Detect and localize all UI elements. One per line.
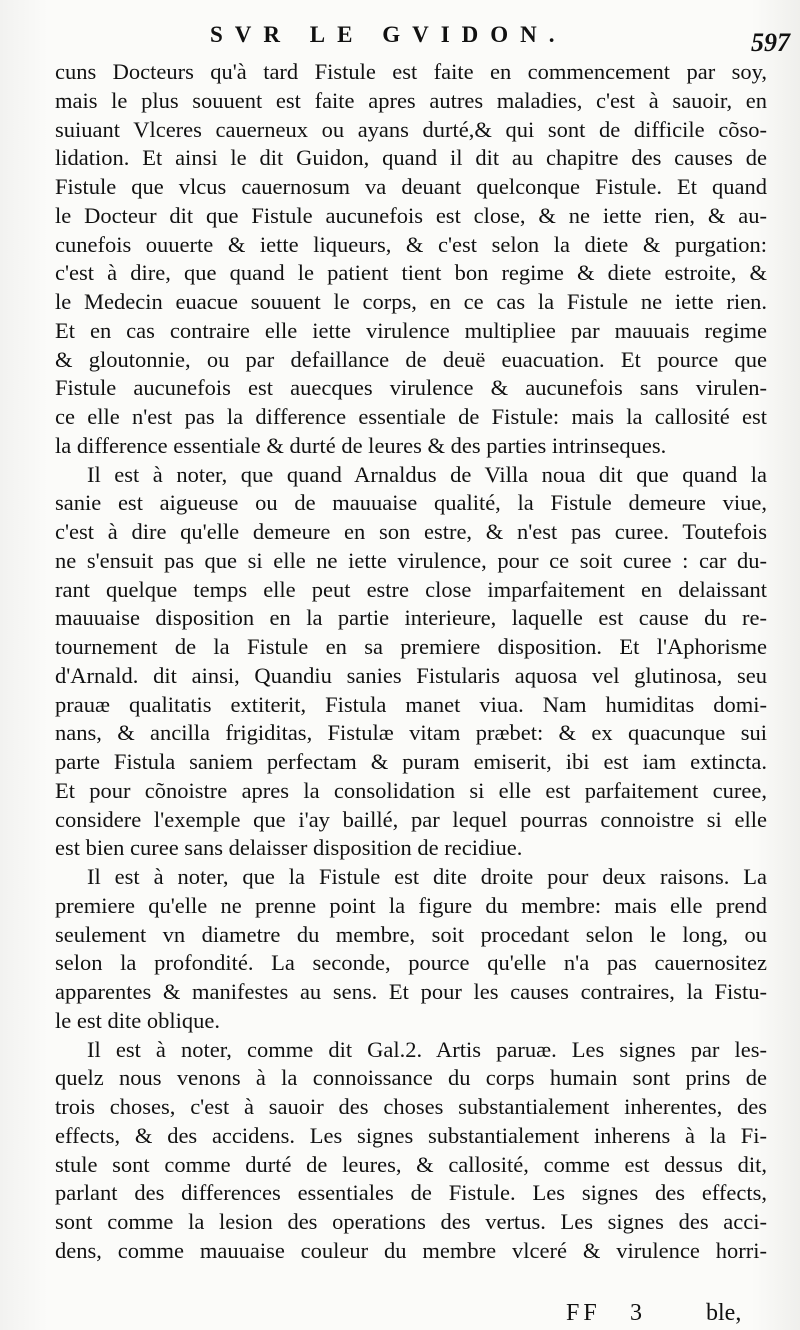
- text-line: stule sont comme durté de leures, & callosité, comme est dessus dit,: [55, 1151, 767, 1177]
- running-head: [0, 14, 800, 57]
- text-line: mais le plus souuent est faite apres autres maladies, c'est à sauoir, en: [55, 87, 767, 113]
- text-line: le Docteur dit que Fistule aucunefois est close, & ne iette rien, & au-: [55, 202, 767, 228]
- text-line: parte Fistula saniem perfectam & puram emiserit, ibi est iam extincta.: [55, 749, 767, 774]
- signature-number: 3: [630, 1300, 642, 1326]
- text-line: Et pour cõnoistre apres la consolidation si elle est parfaitement curee,: [55, 777, 767, 803]
- text-line: nans, & ancilla frigiditas, Fistulæ vitam præbet: & ex quacunque sui: [55, 720, 767, 746]
- text-line: le est dite oblique.: [55, 1007, 220, 1033]
- text-line: le Medecin euacue souuent le corps, en ce cas la Fistule ne iette rien.: [55, 289, 767, 314]
- text-line: c'est à dire qu'elle demeure en son estre, & n'est pas curee. Toutefois: [55, 519, 767, 544]
- text-line: apparentes & manifestes au sens. Et pour les causes contraires, la Fistu-: [55, 979, 767, 1004]
- paragraph: [55, 58, 767, 461]
- text-line: prauæ qualitatis extiterit, Fistula manet viua. Nam humiditas domi-: [55, 691, 767, 717]
- text-line: trois choses, c'est à sauoir des choses substantialement inherentes, des: [55, 1094, 767, 1119]
- text-line: mauuaise disposition en la partie interieure, laquelle est cause du re-: [55, 605, 767, 631]
- text-line: dens, comme mauuaise couleur du membre vlceré & virulence horri-: [55, 1237, 767, 1263]
- text-line: Et en cas contraire elle iette virulence multipliee par mauuais regime: [55, 317, 767, 343]
- text-line: parlant des differences essentiales de Fistule. Les signes des effects,: [55, 1180, 767, 1206]
- text-line: est bien curee sans delaisser disposition de recidiue.: [55, 835, 523, 861]
- page-footer: [0, 1300, 800, 1330]
- text-line: d'Arnald. dit ainsi, Quandiu sanies Fistularis aquosa vel glutinosa, seu: [55, 662, 767, 688]
- text-line: Fistule aucunefois est auecques virulence & aucunefois sans virulen-: [55, 375, 767, 401]
- text-line: lidation. Et ainsi le dit Guidon, quand il dit au chapitre des causes de: [55, 145, 767, 171]
- text-line: seulement vn diametre du membre, soit procedant selon le long, ou: [55, 921, 767, 947]
- text-line: ne s'ensuit pas que si elle ne iette virulence, pour ce soit curee : car du-: [55, 547, 767, 573]
- body-text: [55, 58, 767, 1266]
- text-line: Il est à noter, que la Fistule est dite droite pour deux raisons. La: [87, 864, 767, 889]
- text-line: selon la profondité. La seconde, pource qu'elle n'a pas cauernositez: [55, 950, 767, 976]
- text-line: Il est à noter, que quand Arnaldus de Villa noua dit que quand la: [87, 461, 767, 487]
- text-line: sont comme la lesion des operations des vertus. Les signes des acci-: [55, 1209, 767, 1234]
- text-line: cunefois ouuerte & iette liqueurs, & c'est selon la diete & purgation:: [55, 231, 767, 257]
- text-line: c'est à dire, que quand le patient tient bon regime & diete estroite, &: [55, 260, 767, 286]
- text-line: considere l'exemple que i'ay baillé, par lequel pourras connoistre si elle: [55, 806, 767, 832]
- text-line: effects, & des accidens. Les signes substantialement inherens à la Fi-: [55, 1122, 767, 1148]
- text-line: quelz nous venons à la connoissance du corps humain sont prins de: [55, 1065, 767, 1091]
- text-line: ce elle n'est pas la difference essentiale de Fistule: mais la callosité est: [55, 404, 767, 429]
- page-number: 597: [751, 28, 790, 57]
- paragraph: [55, 1036, 767, 1266]
- text-line: Il est à noter, comme dit Gal.2. Artis paruæ. Les signes par les-: [87, 1036, 767, 1062]
- text-line: Fistule que vlcus cauernosum va deuant quelconque Fistule. Et quand: [55, 174, 767, 199]
- text-line: & gloutonnie, ou par defaillance de deuë euacuation. Et pource que: [55, 346, 767, 372]
- text-line: sanie est aigueuse ou de mauuaise qualité, la Fistule demeure viue,: [55, 490, 767, 516]
- text-line: cuns Docteurs qu'à tard Fistule est faite en commencement par soy,: [55, 59, 767, 84]
- text-line: rant quelque temps elle peut estre close imparfaitement en delaissant: [55, 576, 767, 602]
- text-line: tournement de la Fistule en sa premiere disposition. Et l'Aphorisme: [55, 634, 767, 659]
- text-line: suiuant Vlceres cauerneux ou ayans durté,& qui sont de difficile cõso-: [55, 116, 767, 142]
- paragraph: [55, 863, 767, 1036]
- text-line: la difference essentiale & durté de leures & des parties intrinseques.: [55, 432, 667, 458]
- paragraph: [55, 461, 767, 864]
- running-title: SVR LE GVIDON.: [210, 22, 567, 47]
- signature-mark: FF: [566, 1300, 601, 1326]
- text-line: premiere qu'elle ne prenne point la figure du membre: mais elle prend: [55, 892, 767, 918]
- catchword: ble,: [706, 1300, 742, 1326]
